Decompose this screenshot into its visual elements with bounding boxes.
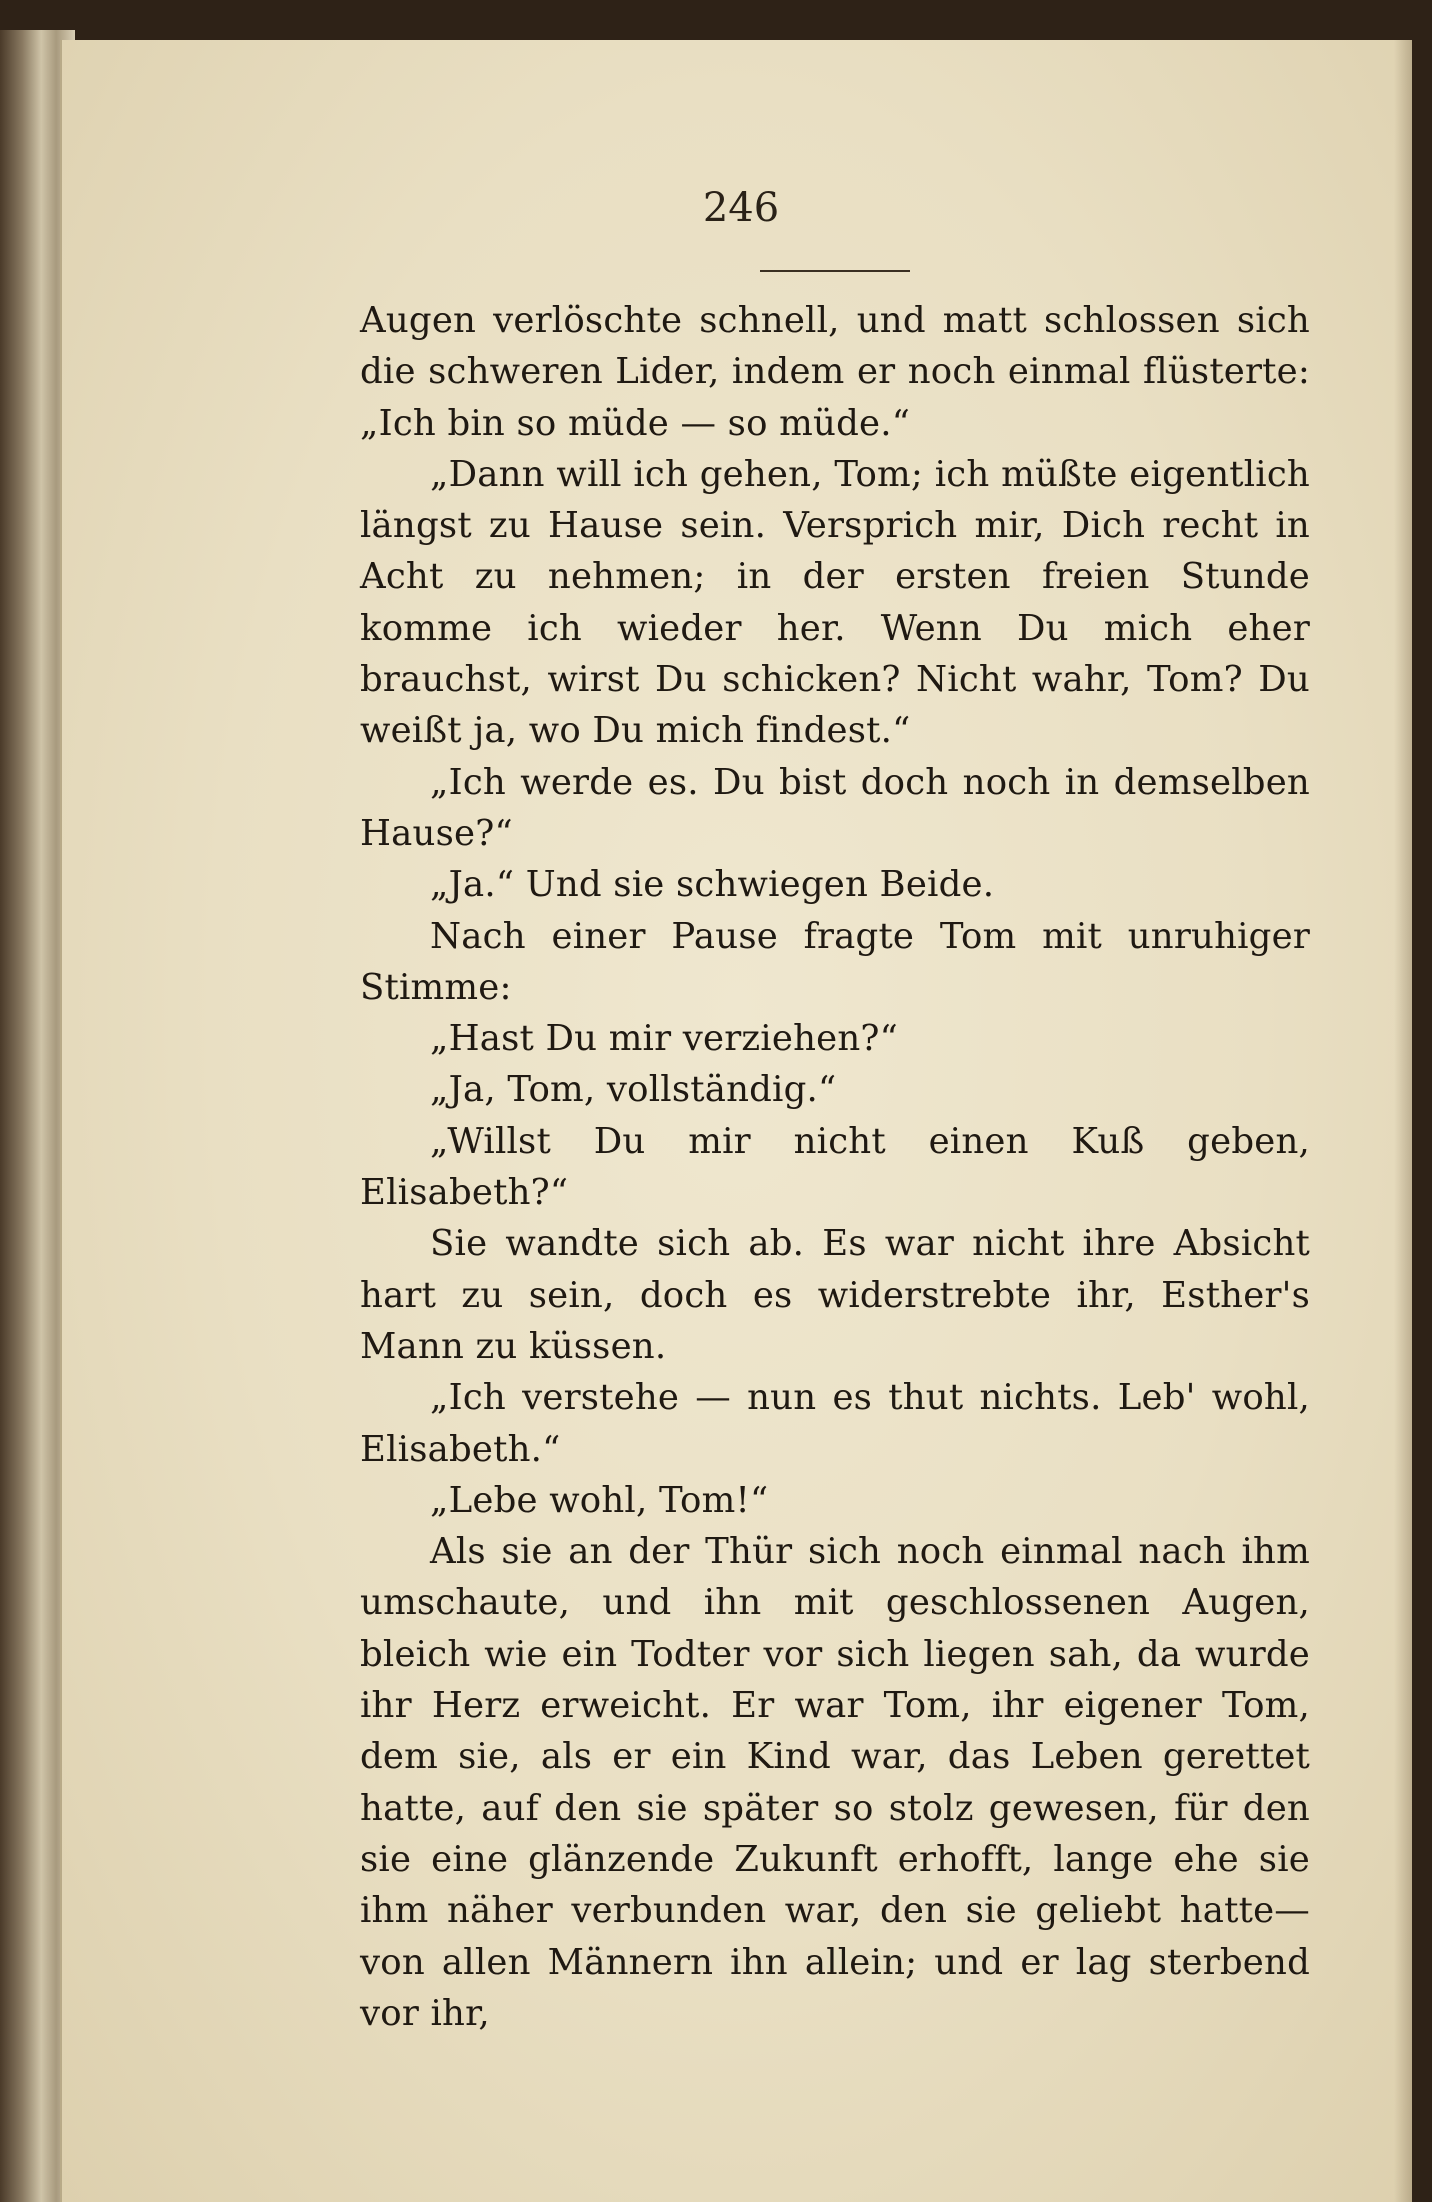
- paragraph: „Dann will ich gehen, Tom; ich müßte eigentlich längst zu Hause sein. Versprich mir, Dich recht in Acht zu nehmen; in der ersten freien Stunde komme ich wieder her. Wenn Du mich eher brauchst, wirst Du schicken? Nicht wahr, Tom? Du weißt ja, wo Du mich findest.“: [360, 453, 1310, 752]
- header-rule: [760, 270, 910, 272]
- paragraph: Augen verlöschte schnell, und matt schlossen sich die schweren Lider, indem er noch einmal flüsterte: „Ich bin so müde — so müde.“: [360, 300, 1310, 444]
- paragraph: „Willst Du mir nicht einen Kuß geben, Elisabeth?“: [360, 1120, 1310, 1214]
- paragraph: „Lebe wohl, Tom!“: [430, 1479, 769, 1521]
- page-number: 246: [702, 185, 780, 231]
- paragraph: „Ja, Tom, vollständig.“: [430, 1069, 837, 1111]
- paragraph: „Ja.“ Und sie schwiegen Beide.: [430, 864, 995, 906]
- paragraph: „Hast Du mir verziehen?“: [430, 1018, 898, 1060]
- paragraph: „Ich werde es. Du bist doch noch in demselben Hause?“: [360, 761, 1310, 854]
- body-text: [360, 295, 1310, 2039]
- paragraph: Als sie an der Thür sich noch einmal nach ihm umschaute, und ihn mit geschlossenen Augen, bleich wie ein Todter vor sich liegen sah, da wurde ihr Herz erweicht. Er war Tom, ihr eigener Tom, dem sie, als er ein Kind war, das Leben gerettet hatte, auf den sie später so stolz gewesen, für den sie eine glänzende Zukunft erhofft, lange ehe sie ihm näher verbunden war, den sie geliebt hatte—von allen Männern ihn allein; und er lag sterbend vor ihr,: [360, 1531, 1310, 2034]
- paragraph: „Ich verstehe — nun es thut nichts. Leb' wohl, Elisabeth.“: [360, 1377, 1310, 1470]
- page-shadow-edge: [1394, 40, 1412, 2202]
- paragraph: Nach einer Pause fragte Tom mit unruhiger Stimme:: [360, 915, 1310, 1008]
- paragraph: Sie wandte sich ab. Es war nicht ihre Absicht hart zu sein, doch es widerstrebte ihr, Esther's Mann zu küssen.: [360, 1223, 1310, 1367]
